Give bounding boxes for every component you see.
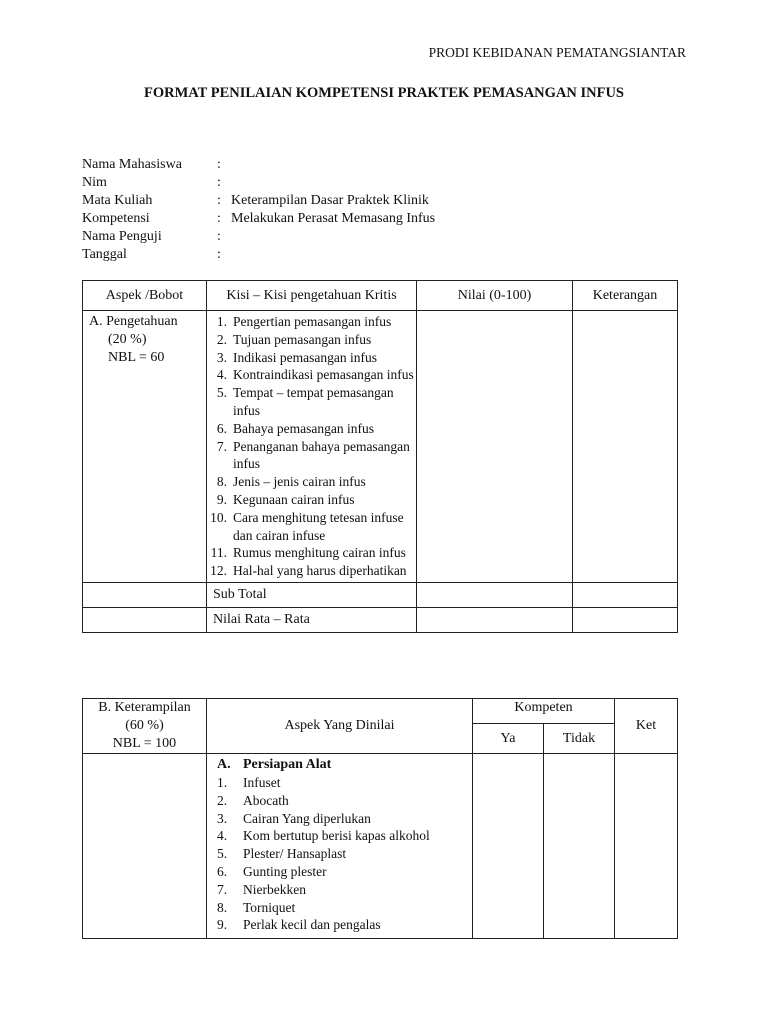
- table-row: [83, 754, 678, 939]
- info-row-date: [82, 246, 435, 264]
- item-text: Kegunaan cairan infus: [233, 491, 355, 507]
- skills-assessment-table: [82, 698, 678, 939]
- info-label: Tanggal: [82, 247, 127, 262]
- list-item: [213, 810, 472, 828]
- list-item: [213, 827, 472, 845]
- list-item: [207, 331, 414, 349]
- subtotal-row: [83, 582, 678, 607]
- remarks-cell[interactable]: [573, 311, 678, 583]
- info-label: Nama Penguji: [82, 229, 162, 244]
- item-number: 2.: [216, 331, 227, 347]
- item-number: 2.: [217, 792, 228, 808]
- empty-cell: [83, 754, 207, 939]
- ya-cell[interactable]: [473, 754, 544, 939]
- column-header: Keterangan: [573, 281, 678, 311]
- subtotal-remarks-cell[interactable]: [573, 582, 678, 607]
- average-score-cell[interactable]: [417, 607, 573, 632]
- item-number: 1.: [216, 314, 227, 329]
- list-item: [207, 366, 414, 384]
- item-text: Kontraindikasi pemasangan infus: [233, 367, 414, 383]
- subtotal-label: Sub Total: [207, 582, 417, 607]
- list-item: [207, 384, 414, 420]
- info-colon: :: [217, 157, 221, 172]
- list-item: [213, 792, 472, 810]
- info-colon: :: [217, 229, 221, 244]
- info-value: Keterampilan Dasar Praktek Klinik: [231, 193, 429, 208]
- table-header-row: [83, 699, 678, 724]
- item-text: Rumus menghitung cairan infus: [233, 545, 406, 561]
- score-cell[interactable]: [417, 311, 573, 583]
- list-item: [207, 562, 414, 580]
- item-number: 3.: [216, 349, 227, 365]
- item-text: Abocath: [243, 792, 289, 808]
- item-number: 4.: [217, 828, 228, 844]
- info-row-examiner: [82, 228, 435, 246]
- ket-cell[interactable]: [615, 754, 678, 939]
- list-item: [207, 509, 414, 545]
- info-row-course: [82, 192, 435, 210]
- info-colon: :: [217, 193, 221, 208]
- column-header: Kisi – Kisi pengetahuan Kritis: [207, 281, 417, 311]
- item-number: 5.: [217, 846, 228, 862]
- column-header-tidak: Tidak: [544, 724, 615, 754]
- skills-aspect-cell: [83, 699, 207, 754]
- item-text: Plester/ Hansaplast: [243, 846, 347, 862]
- student-info-block: [82, 156, 435, 264]
- item-text: Indikasi pemasangan infus: [233, 349, 377, 365]
- list-item: [213, 881, 472, 899]
- item-number: 1.: [217, 775, 228, 790]
- item-number: 9.: [217, 917, 228, 933]
- list-item: [207, 544, 414, 562]
- section-letter: A.: [217, 757, 231, 772]
- item-text: Nierbekken: [243, 881, 306, 897]
- item-number: 7.: [216, 438, 227, 454]
- table-header-row: [83, 281, 678, 311]
- aspect-weight-cell: [83, 311, 207, 583]
- item-text: Infuset: [243, 775, 281, 790]
- column-header: Nilai (0-100): [417, 281, 573, 311]
- item-text: Hal-hal yang harus diperhatikan: [233, 563, 407, 579]
- info-row-nim: [82, 174, 435, 192]
- item-number: 11.: [210, 545, 227, 561]
- item-number: 8.: [217, 899, 228, 915]
- aspect-weight: (60 %): [125, 718, 164, 733]
- subtotal-score-cell[interactable]: [417, 582, 573, 607]
- item-number: 3.: [217, 810, 228, 826]
- info-label: Mata Kuliah: [82, 193, 153, 208]
- list-item: [207, 420, 414, 438]
- item-number: 10.: [210, 509, 227, 525]
- item-text: Kom bertutup berisi kapas alkohol: [243, 828, 430, 844]
- list-item: [213, 845, 472, 863]
- tidak-cell[interactable]: [544, 754, 615, 939]
- item-number: 5.: [216, 385, 227, 401]
- item-text: Tempat – tempat pemasangan infus: [233, 385, 394, 418]
- item-text: Torniquet: [243, 899, 296, 915]
- item-number: 6.: [216, 420, 227, 436]
- knowledge-items-cell: [207, 311, 417, 583]
- average-remarks-cell[interactable]: [573, 607, 678, 632]
- empty-cell: [83, 607, 207, 632]
- table-row: [83, 311, 678, 583]
- average-row: [83, 607, 678, 632]
- info-colon: :: [217, 247, 221, 262]
- item-number: 12.: [210, 563, 227, 579]
- list-item: [207, 313, 414, 331]
- info-label: Kompetensi: [82, 211, 150, 226]
- item-number: 4.: [216, 367, 227, 383]
- item-number: 6.: [217, 863, 228, 879]
- aspect-label: B. Keterampilan: [98, 700, 191, 715]
- info-row-name: [82, 156, 435, 174]
- item-text: Penanganan bahaya pemasangan infus: [233, 438, 410, 472]
- column-header-ya: Ya: [473, 724, 544, 754]
- item-number: 9.: [216, 491, 227, 507]
- section-heading: [213, 756, 472, 774]
- list-item: [213, 774, 472, 792]
- item-text: Bahaya pemasangan infus: [233, 420, 374, 436]
- knowledge-list: [207, 311, 416, 582]
- column-header: Aspek /Bobot: [83, 281, 207, 311]
- info-label: Nim: [82, 175, 107, 190]
- aspect-label: A. Pengetahuan: [89, 314, 178, 329]
- item-text: Jenis – jenis cairan infus: [233, 474, 366, 490]
- column-header: Aspek Yang Dinilai: [207, 699, 473, 754]
- list-item: [207, 438, 414, 474]
- item-text: Tujuan pemasangan infus: [233, 331, 372, 347]
- item-number: 7.: [217, 881, 228, 897]
- item-text: Pengertian pemasangan infus: [233, 314, 392, 329]
- empty-cell: [83, 582, 207, 607]
- item-text: Cara menghitung tetesan infuse dan cairan infuse: [233, 509, 404, 543]
- section-title: Persiapan Alat: [243, 757, 332, 772]
- list-item: [207, 473, 414, 491]
- aspect-nbl: NBL = 100: [112, 736, 177, 751]
- institution-name: PRODI KEBIDANAN PEMATANGSIANTAR: [428, 45, 686, 60]
- item-text: Gunting plester: [243, 863, 327, 879]
- aspect-weight: (20 %): [108, 332, 147, 347]
- list-item: [213, 916, 472, 934]
- info-colon: :: [217, 211, 221, 226]
- aspect-nbl: NBL = 60: [108, 350, 165, 365]
- item-text: Cairan Yang diperlukan: [243, 810, 371, 826]
- item-text: Perlak kecil dan pengalas: [243, 917, 381, 933]
- info-row-competence: [82, 210, 435, 228]
- info-value: Melakukan Perasat Memasang Infus: [231, 211, 436, 226]
- document-title: FORMAT PENILAIAN KOMPETENSI PRAKTEK PEMASANGAN INFUS: [143, 85, 624, 101]
- info-colon: :: [217, 175, 221, 190]
- column-header-ket: Ket: [615, 699, 678, 754]
- list-item: [213, 863, 472, 881]
- list-item: [207, 491, 414, 509]
- skills-items-cell: [207, 754, 473, 939]
- knowledge-assessment-table: [82, 280, 678, 633]
- list-item: [207, 349, 414, 367]
- column-header-kompeten: Kompeten: [473, 699, 615, 724]
- average-label: Nilai Rata – Rata: [207, 607, 417, 632]
- info-label: Nama Mahasiswa: [82, 157, 182, 172]
- item-number: 8.: [216, 474, 227, 490]
- skills-list: [213, 774, 472, 934]
- list-item: [213, 899, 472, 917]
